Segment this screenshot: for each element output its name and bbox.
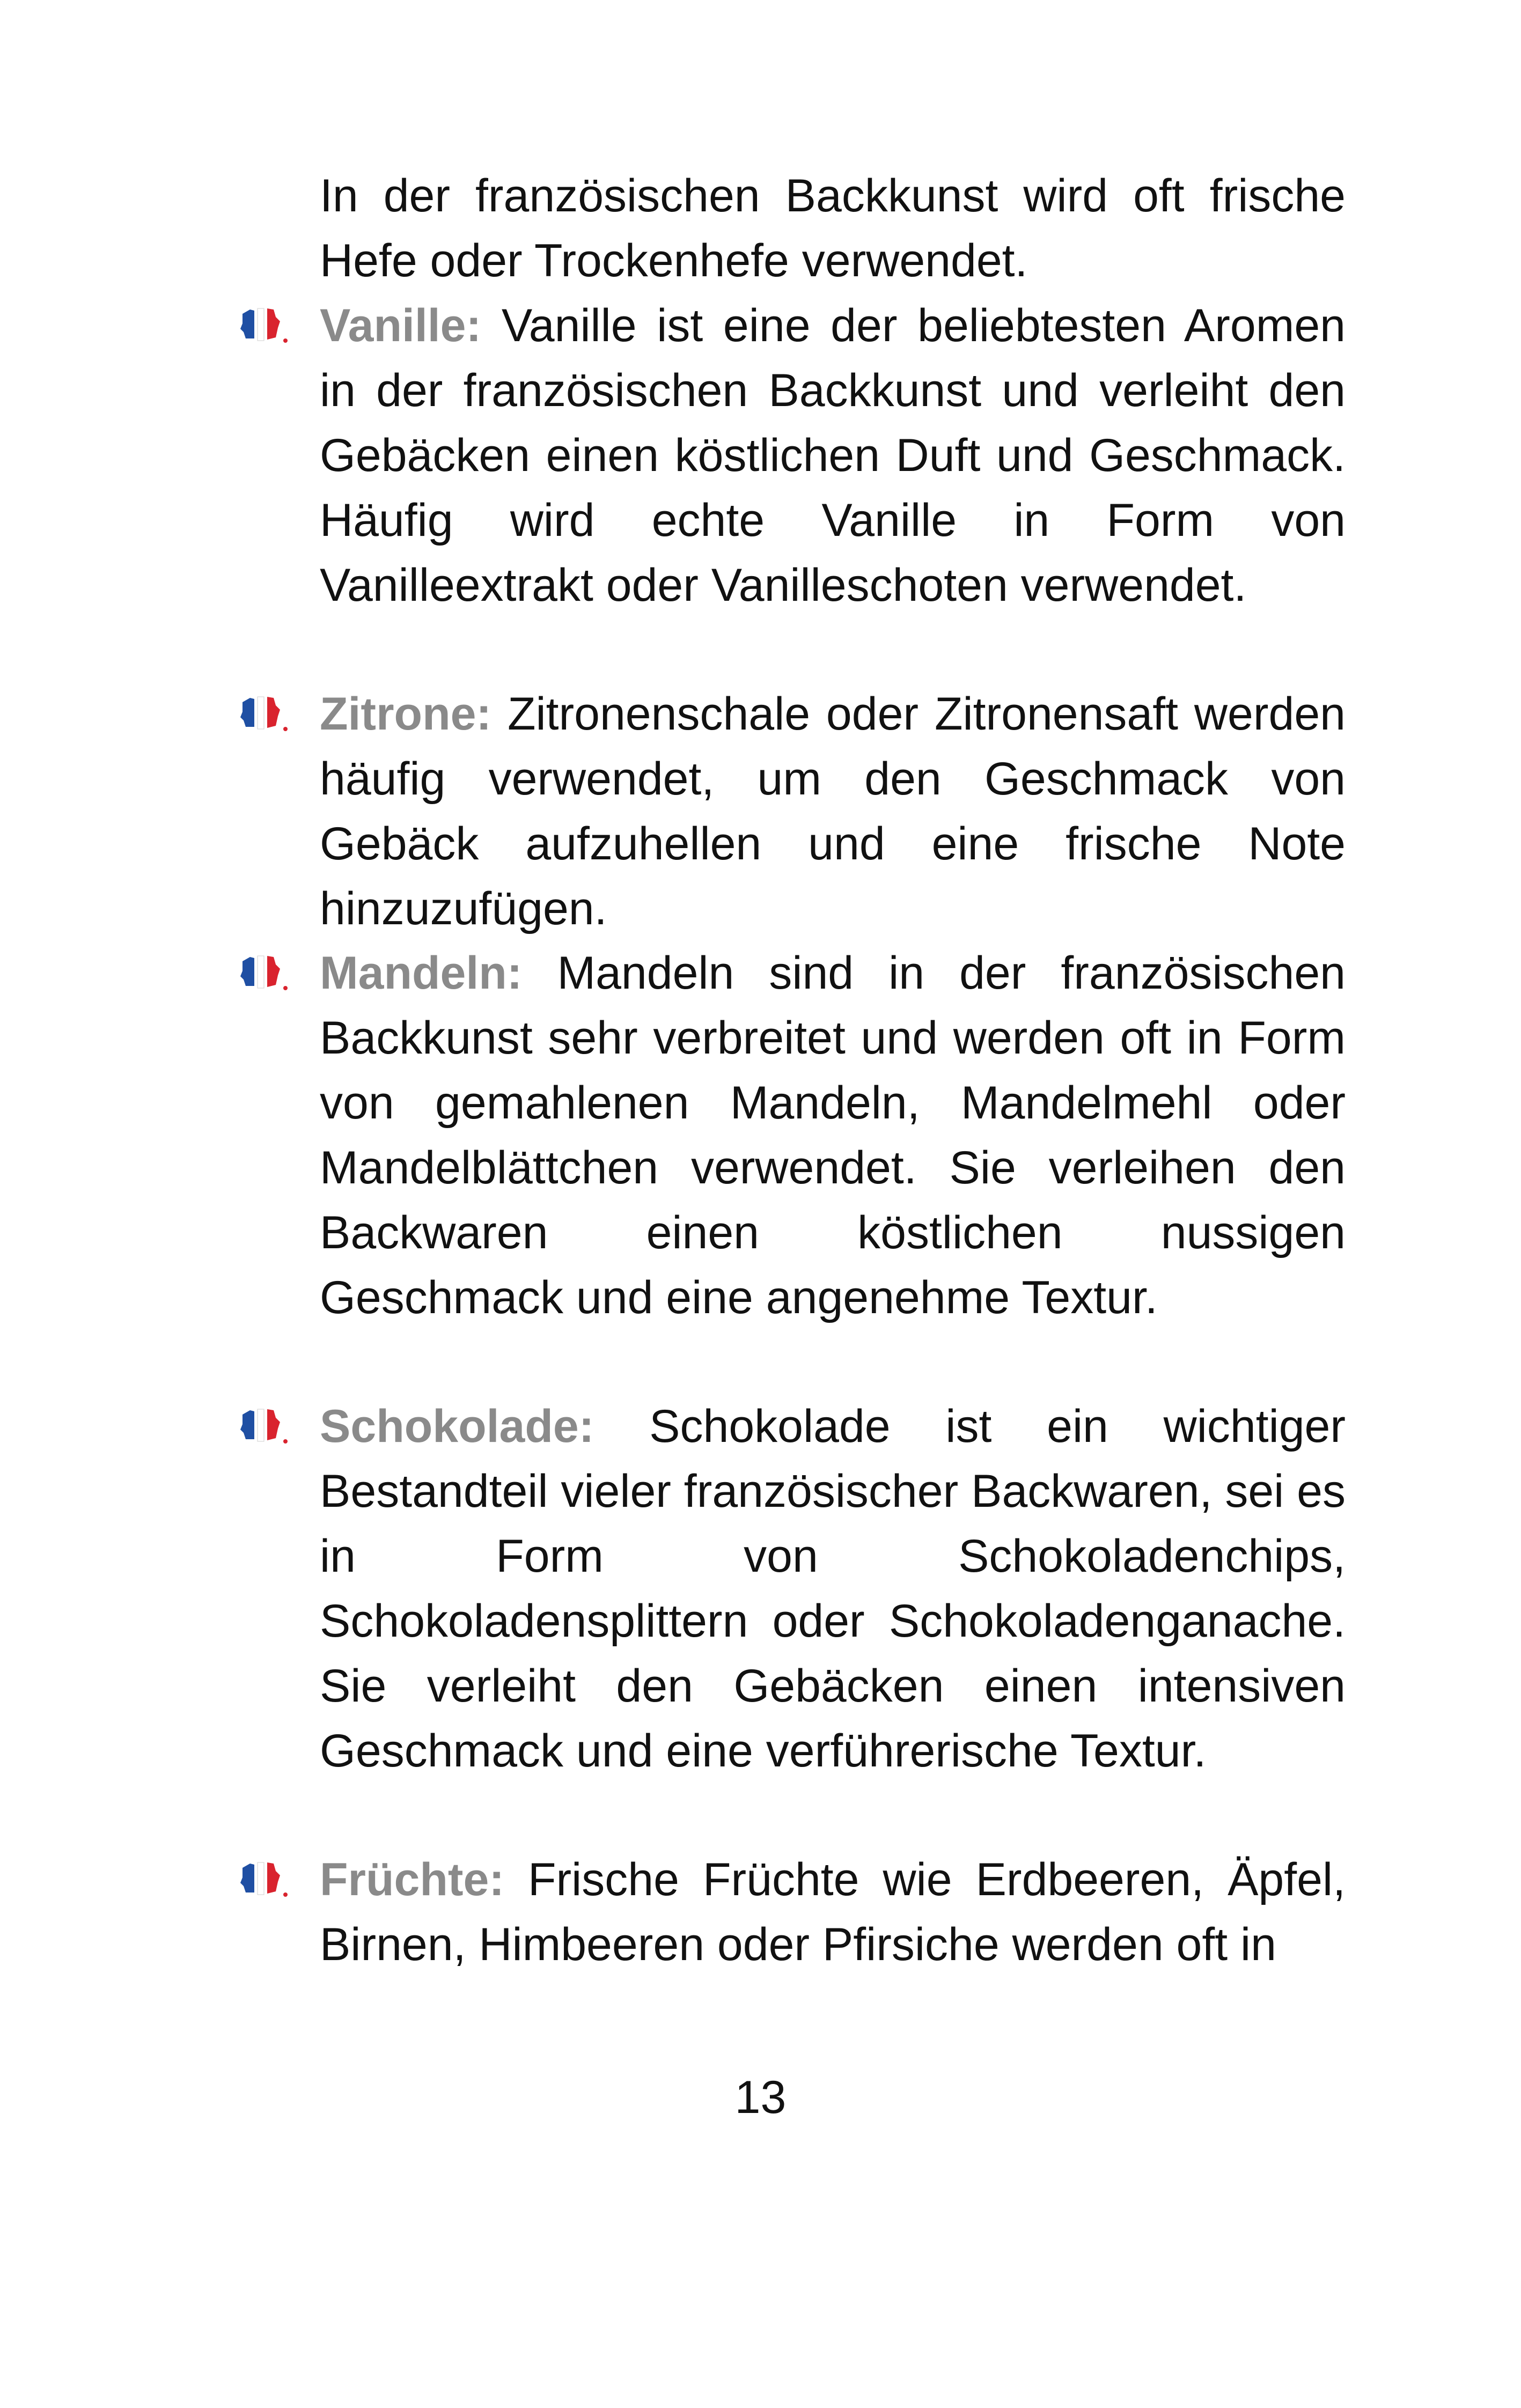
list-item-mandeln — [320, 941, 1346, 1330]
france-flag-icon — [238, 953, 290, 993]
item-text: Vanille ist eine der beliebtesten Aromen in der französischen Backkunst und verleiht den Gebäcken einen köstlichen Duft und Geschmack. Häufig wird echte Vanille in Form von Vanilleextrakt oder Vanilleschoten verwendet. — [320, 300, 1346, 611]
france-flag-icon — [238, 694, 290, 734]
page-number: 13 — [734, 2072, 787, 2123]
list-item-schokolade — [320, 1394, 1346, 1784]
item-term: Früchte: — [320, 1854, 504, 1905]
intro-paragraph: In der französischen Backkunst wird oft frische Hefe oder Trockenhefe verwendet. — [320, 170, 1346, 286]
list-item-zitrone — [320, 682, 1346, 941]
item-term: Vanille: — [320, 300, 482, 351]
item-text: Frische Früchte wie Erdbeeren, Äpfel, Birnen, Himbeeren oder Pfirsiche werden oft in — [320, 1854, 1346, 1970]
list-item-fruechte — [320, 1847, 1346, 1977]
item-text: Mandeln sind in der französischen Backkunst sehr verbreitet und werden oft in Form von gemahlenen Mandeln, Mandelmehl oder Mandelblättchen verwendet. Sie verleihen den Backwaren einen köstlichen nussigen Geschmack und eine angenehme Textur. — [320, 947, 1346, 1323]
item-term: Schokolade: — [320, 1401, 594, 1452]
france-flag-icon — [238, 1859, 290, 1900]
item-text: Schokolade ist ein wichtiger Bestandteil vieler französischer Backwaren, sei es in Form von Schokoladenchips, Schokoladensplittern oder Schokoladenganache. Sie verleiht den Gebäcken einen intensiven Geschmack und eine verführerische Textur. — [320, 1401, 1346, 1777]
france-flag-icon — [238, 1406, 290, 1447]
france-flag-icon — [238, 305, 290, 346]
item-text: Zitronenschale oder Zitronensaft werden häufig verwendet, um den Geschmack von Gebäck aufzuhellen und eine frische Note hinzuzufügen. — [320, 688, 1346, 934]
item-term: Mandeln: — [320, 947, 523, 999]
list-item-vanille — [320, 293, 1346, 618]
item-term: Zitrone: — [320, 688, 492, 740]
